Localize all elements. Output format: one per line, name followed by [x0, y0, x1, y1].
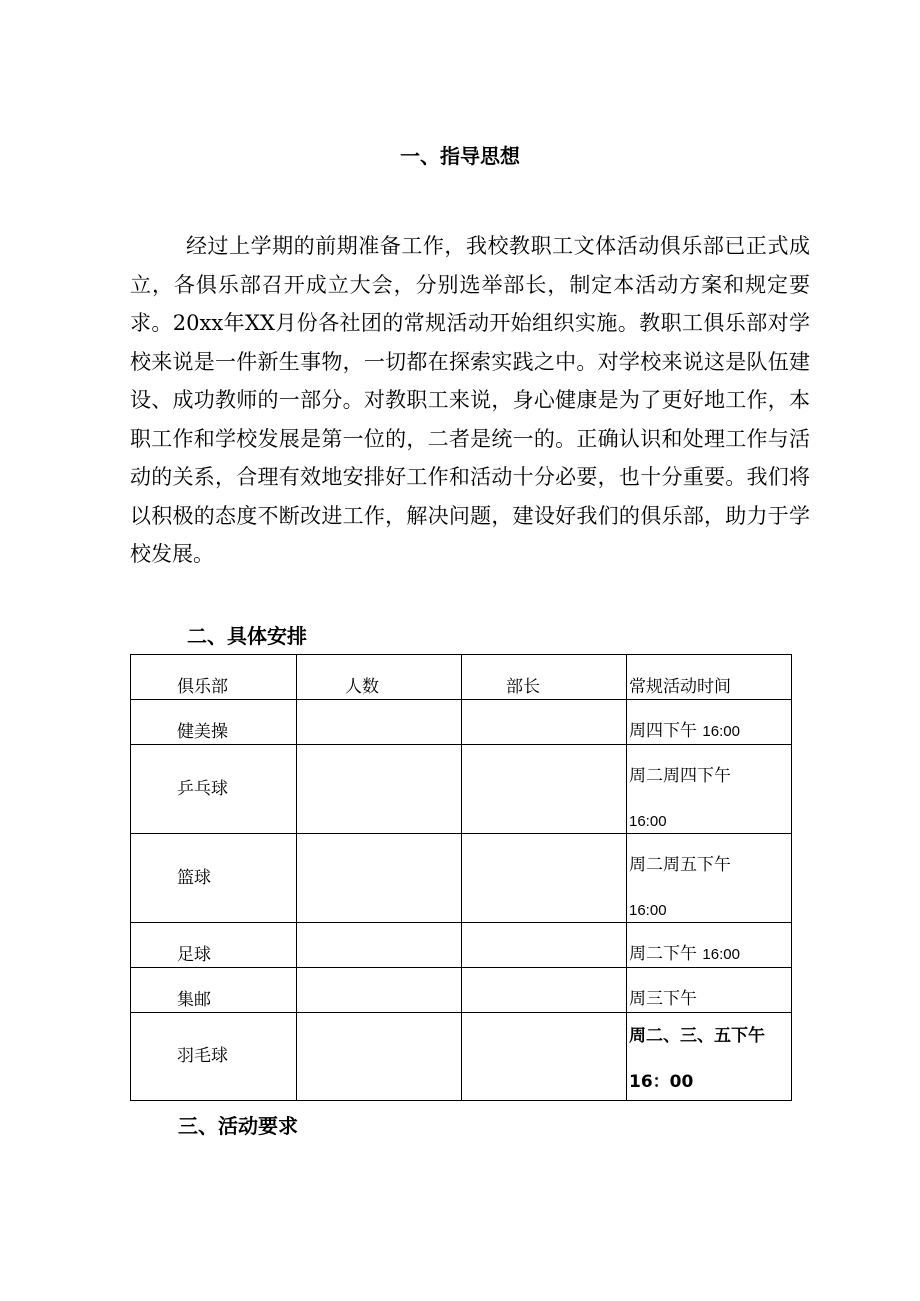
table-row	[131, 923, 792, 968]
time-day: 周四下午	[629, 721, 697, 741]
table-row	[131, 968, 792, 1013]
time-cell	[627, 834, 792, 923]
section-heading-guiding-ideology: 一、指导思想	[400, 144, 520, 168]
count-cell	[297, 834, 462, 923]
club-cell: 集邮	[131, 968, 297, 1013]
time-day: 周二、三、五下午	[629, 1026, 765, 1046]
leader-cell	[462, 923, 627, 968]
section-heading-activity-requirements: 三、活动要求	[178, 1114, 298, 1138]
time-cell	[627, 923, 792, 968]
table-row	[131, 700, 792, 745]
time-cell	[627, 968, 792, 1013]
club-cell: 健美操	[131, 700, 297, 745]
time-hour: 16:00	[629, 902, 667, 919]
time-day: 周二周五下午	[629, 855, 731, 875]
time-day: 周二下午	[629, 944, 697, 964]
table-row	[131, 745, 792, 834]
time-day: 周三下午	[629, 989, 697, 1009]
time-hour: 16：00	[629, 1072, 694, 1092]
leader-cell	[462, 834, 627, 923]
time-hour: 16:00	[702, 946, 740, 963]
club-cell: 篮球	[131, 834, 297, 923]
header-cell-time: 常规活动时间	[627, 655, 792, 700]
time-cell	[627, 745, 792, 834]
club-cell: 乒乓球	[131, 745, 297, 834]
count-cell	[297, 1013, 462, 1101]
header-cell-leader: 部长	[462, 655, 627, 700]
table-row	[131, 834, 792, 923]
leader-cell	[462, 968, 627, 1013]
header-cell-count: 人数	[297, 655, 462, 700]
time-day: 周二周四下午	[629, 766, 731, 786]
club-cell: 足球	[131, 923, 297, 968]
count-cell	[297, 745, 462, 834]
header-cell-club: 俱乐部	[131, 655, 297, 700]
leader-cell	[462, 745, 627, 834]
time-hour: 16:00	[629, 813, 667, 830]
club-schedule-table	[130, 654, 792, 1101]
leader-cell	[462, 700, 627, 745]
count-cell	[297, 700, 462, 745]
guiding-ideology-paragraph: 经过上学期的前期准备工作，我校教职工文体活动俱乐部已正式成立，各俱乐部召开成立大会，分别选举部长，制定本活动方案和规定要求。20xx年XX月份各社团的常规活动开始组织实施。教职工俱乐部对学校来说是一件新生事物，一切都在探索实践之中。对学校来说这是队伍建设、成功教师的一部分。对教职工来说，身心健康是为了更好地工作，本职工作和学校发展是第一位的，二者是统一的。正确认识和处理工作与活动的关系，合理有效地安排好工作和活动十分必要，也十分重要。我们将以积极的态度不断改进工作，解决问题，建设好我们的俱乐部，助力于学校发展。	[130, 234, 810, 566]
table-row	[131, 1013, 792, 1101]
time-hour: 16:00	[702, 723, 740, 740]
leader-cell	[462, 1013, 627, 1101]
club-cell: 羽毛球	[131, 1013, 297, 1101]
time-cell	[627, 1013, 792, 1101]
count-cell	[297, 968, 462, 1013]
section-heading-specific-arrangements: 二、具体安排	[187, 624, 307, 648]
table-header-row	[131, 655, 792, 700]
time-cell	[627, 700, 792, 745]
count-cell	[297, 923, 462, 968]
